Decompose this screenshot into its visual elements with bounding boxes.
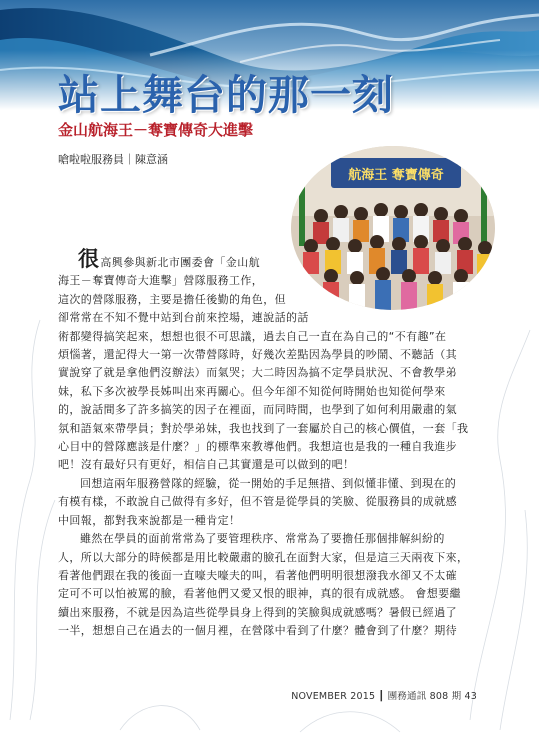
photo-banner-text: 航海王 奪寶傳奇 xyxy=(348,168,444,183)
article-subtitle: 金山航海王－奪寶傳奇大進擊 xyxy=(58,121,254,139)
text-line: 心目中的營隊應該是什麼？」的標準來教導他們。我想這也是我的一種自我進步 xyxy=(58,440,457,454)
text-line: 卻常常在不知不覺中站到台前來控場，連說話的話 xyxy=(58,311,309,325)
drop-cap: 很 xyxy=(78,246,100,271)
page-footer: NOVEMBER 2015 ┃ 團務通訊 808 期 43 xyxy=(291,691,477,702)
text-line: 一半，想想自己在過去的一個月裡，在營隊中看到了什麼？體會到了什麼？期待 xyxy=(58,624,457,638)
article-title: 站上舞台的那一刻 xyxy=(58,71,394,119)
article-body xyxy=(58,246,498,641)
text-line: 很高興參與新北市團委會「金山航 xyxy=(78,246,261,271)
text-line: 續出來服務，不就是因為這些從學員身上得到的笑臉與成就感嗎？暑假已經過了 xyxy=(58,605,457,619)
text-line: 海王－奪寶傳奇大進擊」營隊服務工作， xyxy=(58,274,264,288)
text-line: 這次的營隊服務，主要是擔任後勤的角色，但 xyxy=(58,292,286,306)
text-line: 術都變得搞笑起來，想想也很不可思議，過去自己一直在為自己的“不有趣”在 xyxy=(58,329,447,343)
text-line: 回想這兩年服務營隊的經驗，從一開始的手足無措、到似懂非懂、到現在的 xyxy=(80,476,457,490)
text-line: 看著他們跟在我的後面一直嚎夫嚎夫的叫，看著他們明明很想潑我水卻又不太確 xyxy=(58,568,457,582)
text-line: 人，所以大部分的時候都是用比較嚴肅的臉孔在面對大家，但是這三天兩夜下來， xyxy=(58,550,469,564)
text-line: 的，說話間多了許多搞笑的因子在裡面，而同時間，也學到了如何利用嚴肅的氣 xyxy=(58,403,457,417)
text-line: 氛和語氣來帶學員；對於學弟妹，我也找到了一套屬於自己的核心價值，一套「我 xyxy=(58,421,469,435)
text-line: 妹，私下多次被學長姊叫出來再關心。但今年卻不知從何時開始也知從何學來 xyxy=(58,384,446,398)
text-line: 實說穿了就是拿他們沒辦法）而氣哭；大二時因為搞不定學員狀況、不會教學弟 xyxy=(58,366,457,380)
text-line: 煩惱著，還記得大一第一次帶營隊時，好幾次差點因為學員的吵鬧、不聽話（其 xyxy=(58,348,457,362)
article-byline: 嗆啦啦服務員｜陳意涵 xyxy=(58,153,168,166)
text-line: 吧！沒有最好只有更好，相信自己其實還是可以做到的吧！ xyxy=(58,458,355,472)
text-line: 雖然在學員的面前常常為了要管理秩序、常常為了要擔任那個排解糾紛的 xyxy=(80,532,445,546)
text-line: 中回報，都對我來說都是一種肯定！ xyxy=(58,513,241,527)
text-line: 定可不可以怕被罵的臉，看著他們又愛又恨的眼神，真的很有成就感。 會想要繼 xyxy=(58,587,461,601)
text-line: 有模有樣，不敢說自己做得有多好，但不管是從學員的笑臉、從服務員的成就感 xyxy=(58,495,457,509)
